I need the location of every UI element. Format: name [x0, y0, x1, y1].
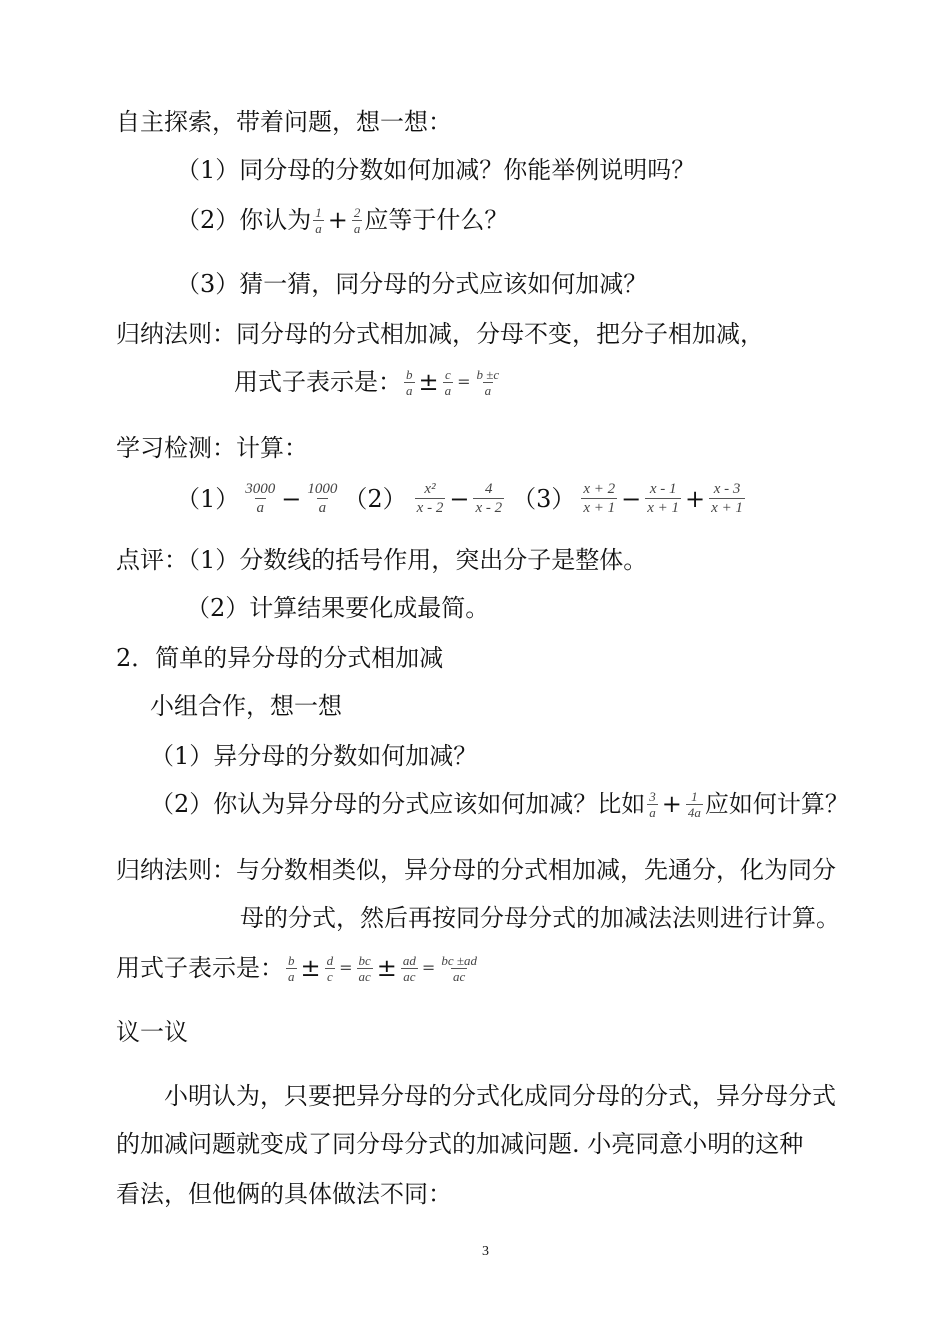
fraction: $\frac{2}{a}$: [353, 204, 361, 236]
fraction: $\frac{\text{x²}}{x - 2}$: [416, 481, 444, 516]
q2-suffix: 应如何计算？: [704, 790, 849, 818]
problem-1-label: （1）: [176, 484, 240, 513]
problem-2-label: （2）: [343, 484, 407, 513]
comment-1: 点评：（1）分数线的括号作用，突出分子是整体。: [116, 546, 648, 574]
fraction: $\frac{b}{a}$: [288, 952, 295, 984]
fraction: $\frac{1}{4a}$: [687, 788, 701, 820]
check-heading: 学习检测：计算：: [116, 434, 308, 462]
minus-sign: −: [449, 484, 470, 513]
plus-sign: +: [661, 790, 682, 818]
fraction: $\frac{b \pm c}{a}$: [476, 366, 500, 398]
plus-minus-sign: ±: [300, 954, 321, 982]
group-task: 小组合作，想一想: [150, 692, 342, 720]
explore-question-1: （1）同分母的分数如何加减？你能举例说明吗？: [176, 156, 696, 184]
fraction: $\frac{4}{x - 2}$: [475, 481, 503, 516]
equals-sign: =: [421, 958, 436, 977]
fraction: $\frac{1000}{a}$: [307, 481, 338, 516]
equals-sign: =: [457, 372, 471, 391]
minus-sign: −: [281, 484, 302, 513]
fraction: $\frac{3}{a}$: [649, 788, 656, 820]
discuss-heading: 议一议: [116, 1018, 188, 1046]
discuss-paragraph-line-1: 小明认为，只要把异分母的分式化成同分母的分式，异分母分式: [164, 1082, 836, 1110]
fraction: $\frac{ad}{ac}$: [402, 952, 416, 984]
explore-question-2: [176, 204, 508, 236]
section-2-question-2: [150, 788, 849, 820]
comment-2: （2）计算结果要化成最简。: [186, 594, 490, 622]
rule2-line-1: 归纳法则：与分数相类似，异分母的分式相加减，先通分，化为同分: [116, 856, 836, 884]
section-2-question-1: （1）异分母的分数如何加减？: [150, 742, 478, 770]
q2-suffix: 应等于什么？: [364, 206, 509, 234]
fraction: $\frac{x - 1}{x + 1}$: [647, 481, 680, 516]
q2-prefix: （2）你认为异分母的分式应该如何加减？比如: [150, 790, 646, 818]
plus-minus-sign: ±: [376, 954, 397, 982]
problem-3-label: （3）: [512, 484, 576, 513]
discuss-paragraph-line-3: 看法，但他俩的具体做法不同：: [116, 1180, 452, 1208]
check-problems: [176, 480, 747, 517]
explore-question-3: （3）猜一猜，同分母的分式应该如何加减？: [176, 270, 648, 298]
section-2-title: 2．简单的异分母的分式相加减: [116, 644, 444, 672]
plus-sign: +: [685, 484, 706, 513]
fraction: $\frac{b}{a}$: [406, 366, 413, 398]
q2-prefix: （2）你认为: [176, 206, 312, 234]
formula-prefix: 用式子表示是：: [234, 368, 402, 396]
explore-heading: 自主探索，带着问题，想一想：: [116, 108, 452, 136]
rule2-line-2: 母的分式，然后再按同分母分式的加减法法则进行计算。: [240, 904, 840, 932]
plus-sign: +: [327, 206, 348, 234]
fraction: $\frac{c}{a}$: [444, 366, 452, 398]
rule1-text: 归纳法则：同分母的分式相加减，分母不变，把分子相加减，: [116, 320, 764, 348]
minus-sign: −: [621, 484, 642, 513]
plus-minus-sign: ±: [418, 368, 439, 396]
fraction: $\frac{x + 2}{x + 1}$: [583, 481, 616, 516]
equals-sign: =: [339, 958, 353, 977]
fraction: $\frac{d}{c}$: [326, 952, 334, 984]
discuss-paragraph-line-2: 的加减问题就变成了同分母分式的加减问题. 小亮同意小明的这种: [116, 1130, 804, 1158]
fraction: $\frac{bc}{ac}$: [358, 952, 371, 984]
fraction: $\frac{3000}{a}$: [245, 481, 276, 516]
formula-prefix: 用式子表示是：: [116, 954, 284, 982]
fraction: $\frac{bc \pm ad}{ac}$: [441, 952, 477, 984]
rule2-formula: [116, 952, 481, 984]
page-number: 3: [482, 1244, 489, 1259]
fraction: $\frac{x - 3}{x + 1}$: [711, 481, 743, 516]
rule1-formula: [234, 366, 503, 398]
fraction: $\frac{1}{a}$: [315, 204, 322, 236]
